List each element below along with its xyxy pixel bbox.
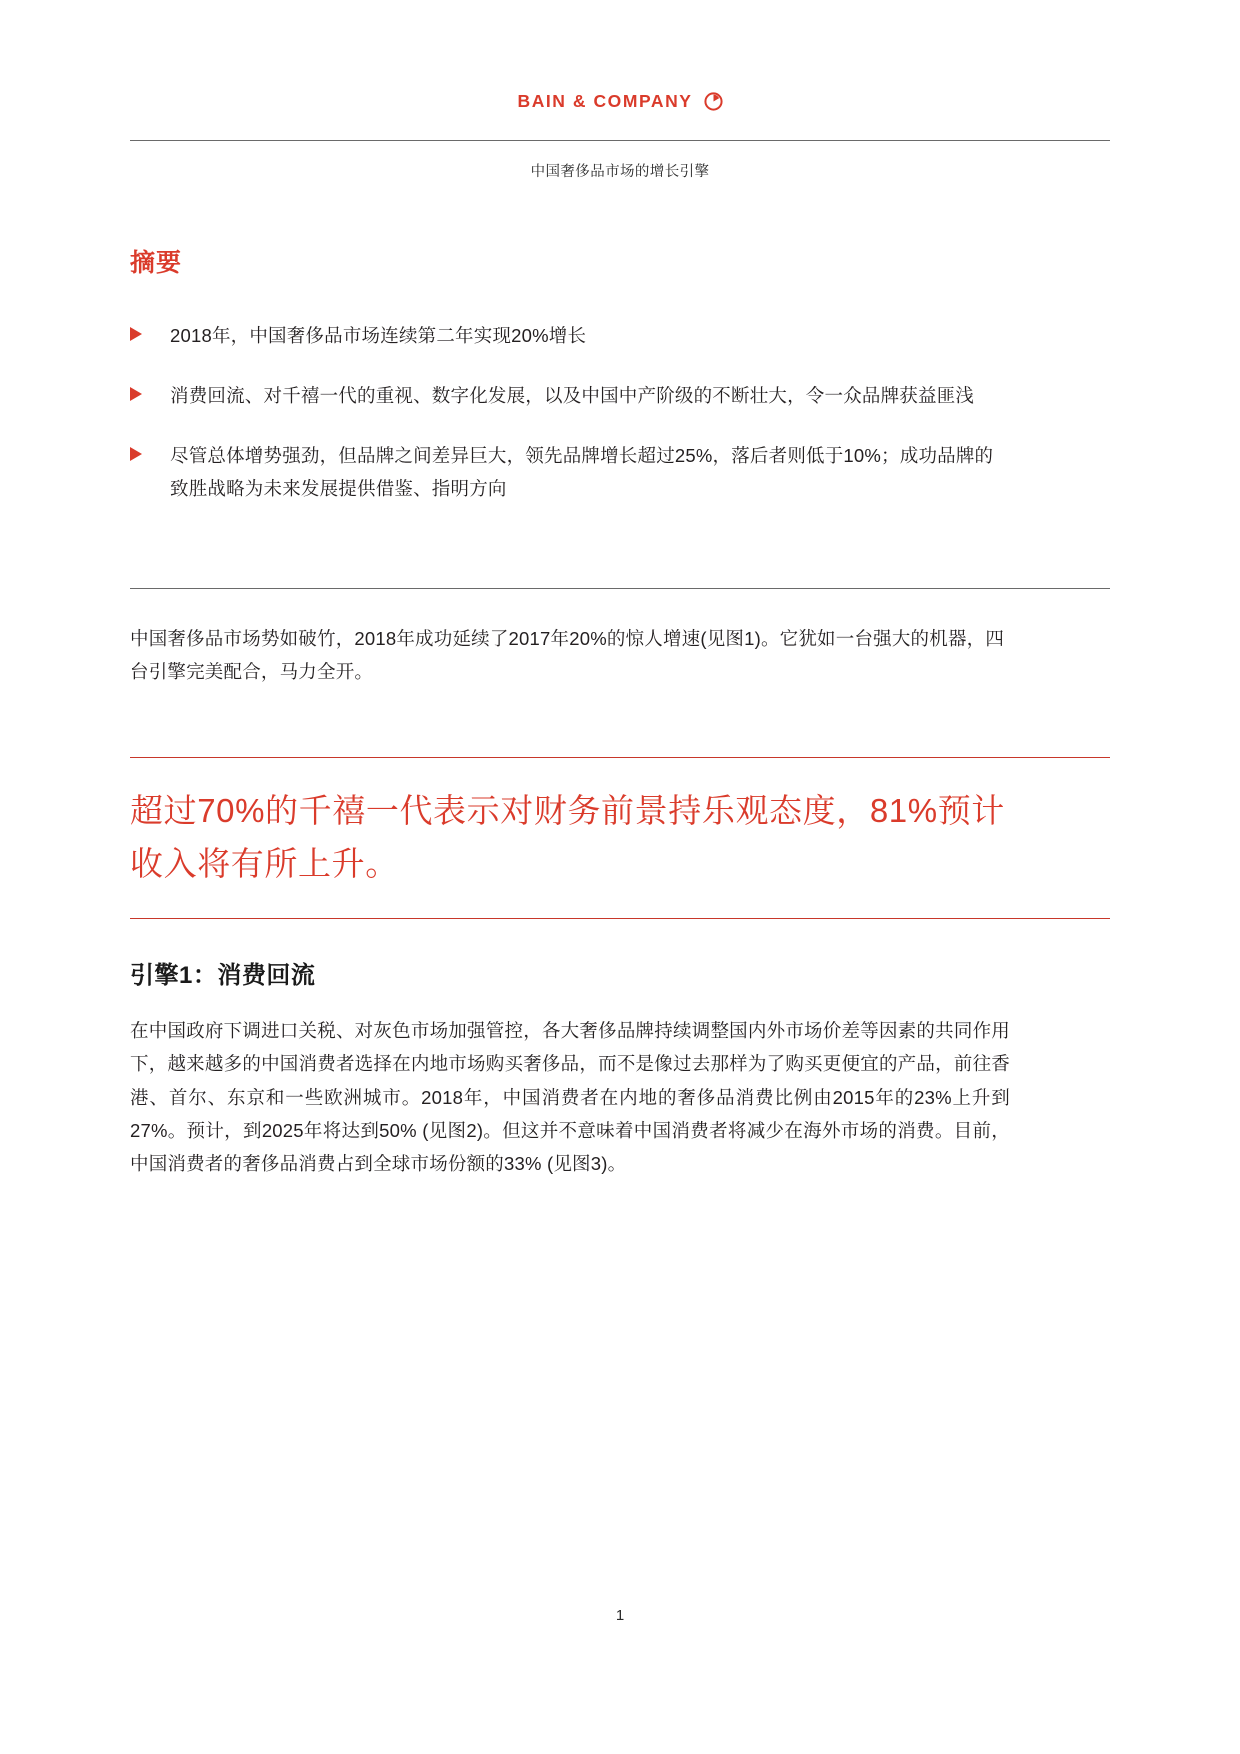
bain-logo bbox=[518, 92, 723, 111]
bullet-text: 尽管总体增势强劲，但品牌之间差异巨大，领先品牌增长超过25%，落后者则低于10%；成功品牌的致胜战略为未来发展提供借鉴、指明方向 bbox=[170, 444, 994, 499]
engine-section-paragraph: 在中国政府下调进口关税、对灰色市场加强管控，各大奢侈品牌持续调整国内外市场价差等因素的共同作用下，越来越多的中国消费者选择在内地市场购买奢侈品，而不是像过去那样为了购买更便宜的产品，前往香港、首尔、东京和一些欧洲城市。2018年，中国消费者在内地的奢侈品消费比例由2015年的23%上升到27%。预计，到2025年将达到50% (见图2)。但这并不意味着中国消费者将减少在海外市场的消费。目前，中国消费者的奢侈品消费占到全球市场份额的33% (见图3)。 bbox=[130, 1020, 1010, 1175]
page-number: 1 bbox=[615, 1607, 625, 1624]
pull-quote-top-divider bbox=[130, 757, 1110, 758]
summary-bullet-list bbox=[130, 320, 1010, 506]
list-item bbox=[130, 380, 1010, 413]
masthead bbox=[0, 92, 1240, 111]
logo-wordmark: BAIN & COMPANY bbox=[517, 90, 693, 111]
summary-divider bbox=[130, 588, 1110, 589]
triangle-right-icon bbox=[130, 380, 142, 401]
summary-heading: 摘要 bbox=[130, 249, 183, 277]
list-item bbox=[130, 320, 1010, 353]
triangle-right-icon bbox=[130, 440, 142, 461]
pull-quote: 超过70%的千禧一代表示对财务前景持乐观态度，81%预计收入将有所上升。 bbox=[130, 792, 1005, 883]
bullet-text: 消费回流、对千禧一代的重视、数字化发展，以及中国中产阶级的不断壮大，令一众品牌获益匪浅 bbox=[170, 384, 975, 406]
running-head: 中国奢侈品市场的增长引擎 bbox=[530, 164, 710, 180]
intro-paragraph: 中国奢侈品市场势如破竹，2018年成功延续了2017年20%的惊人增速(见图1)。它犹如一台强大的机器，四台引擎完美配合，马力全开。 bbox=[130, 628, 1005, 683]
bain-circle-arrow-icon bbox=[704, 92, 723, 111]
header-divider bbox=[130, 140, 1110, 141]
pull-quote-bottom-divider bbox=[130, 918, 1110, 919]
list-item bbox=[130, 440, 1010, 506]
engine-section-heading: 引擎1：消费回流 bbox=[130, 962, 316, 989]
triangle-right-icon bbox=[130, 320, 142, 341]
bullet-text: 2018年，中国奢侈品市场连续第二年实现20%增长 bbox=[170, 325, 587, 346]
